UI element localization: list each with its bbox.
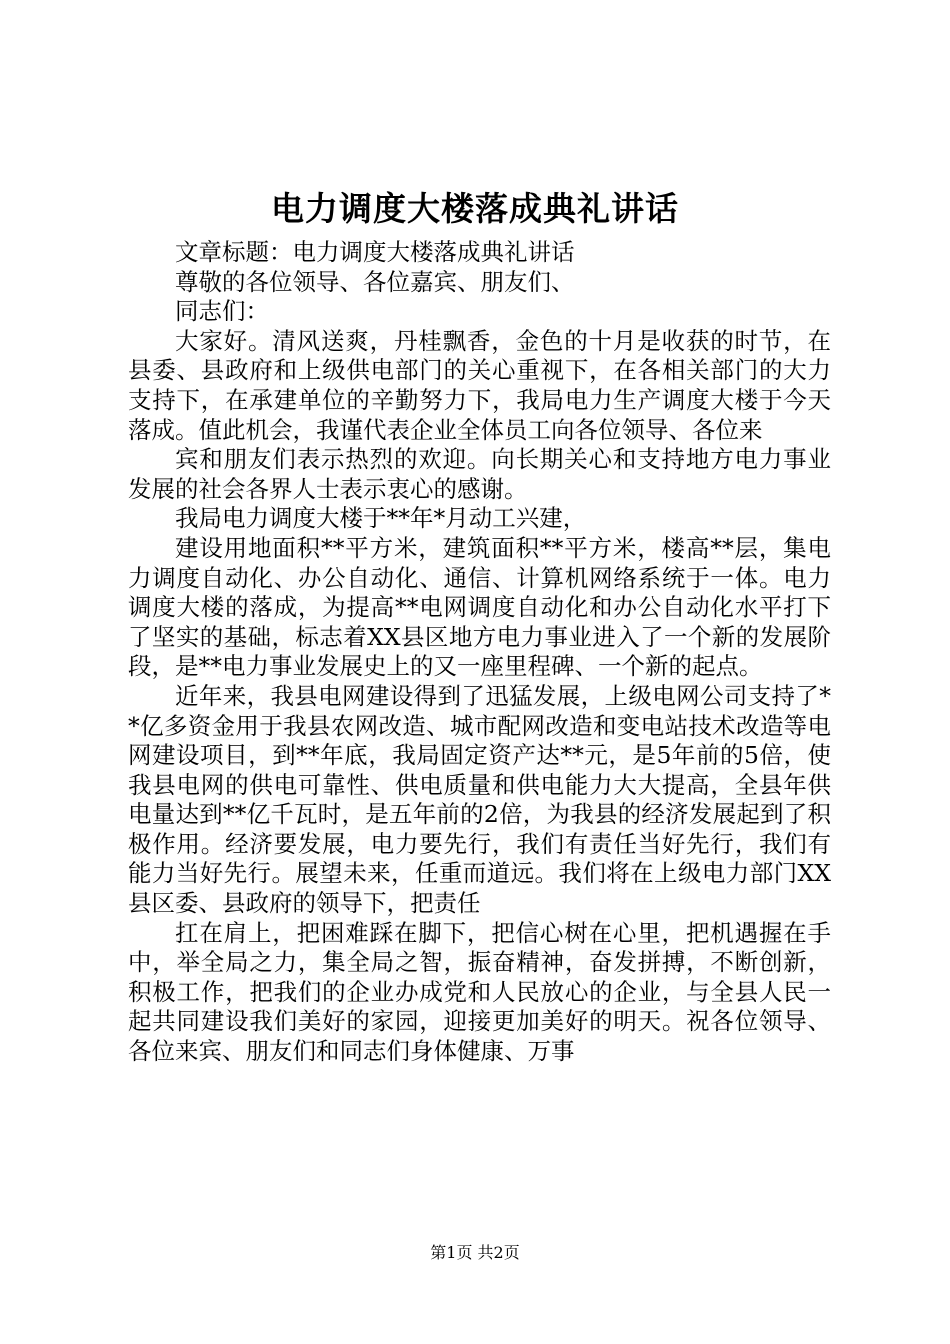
paragraph-salutation-comrades: 同志们：: [175, 297, 269, 326]
paragraph-greeting: 大家好。清风送爽，丹桂飘香，金色的十月是收获的时节，在县委、县政府和上级供电部门的关心重视下，在各相关部门的大力支持下，在承建单位的辛勤努力下，我局电力生产调度大楼于今天落成。值此机会，我谨代表企业全体员工向各位领导、各位来: [128, 326, 831, 444]
paragraph-grid-development: 近年来，我县电网建设得到了迅猛发展，上级电网公司支持了**亿多资金用于我县农网改造、城市配网改造和变电站技术改造等电网建设项目，到**年底，我局固定资产达**元，是5年前的5倍，使我县电网的供电可靠性、供电质量和供电能力大大提高，全县年供电量达到**亿千瓦时，是五年前的2倍，为我县的经济发展起到了积极作用。经济要发展，电力要先行，我们有责任当好先行，我们有能力当好先行。展望未来，任重而道远。我们将在上级电力部门XX县区委、县政府的领导下，把责任: [128, 681, 831, 918]
document-body: [128, 238, 831, 1067]
page-number-label: 第1页 共2页: [430, 1243, 520, 1262]
paragraph-closing: 扛在肩上，把困难踩在脚下，把信心树在心里，把机遇握在手中，举全局之力，集全局之智，振奋精神，奋发拼搏，不断创新，积极工作，把我们的企业办成党和人民放心的企业，与全县人民一起共同建设我们美好的家园，迎接更加美好的明天。祝各位领导、各位来宾、朋友们和同志们身体健康、万事: [128, 918, 831, 1066]
document-title: 电力调度大楼落成典礼讲话: [271, 189, 679, 228]
paragraph-welcome: 宾和朋友们表示热烈的欢迎。向长期关心和支持地方电力事业发展的社会各界人士表示衷心的感谢。: [128, 445, 831, 503]
paragraph-article-title: 文章标题：电力调度大楼落成典礼讲话: [175, 238, 575, 266]
page-footer: [0, 1242, 950, 1264]
paragraph-construction-start: 我局电力调度大楼于**年*月动工兴建，: [175, 504, 587, 533]
paragraph-salutation: 尊敬的各位领导、各位嘉宾、朋友们、: [175, 267, 575, 296]
paragraph-building-facts: 建设用地面积**平方米，建筑面积**平方米，楼高**层，集电力调度自动化、办公自动化、通信、计算机网络系统于一体。电力调度大楼的落成，为提高**电网调度自动化和办公自动化水平打下了坚实的基础，标志着XX县区地方电力事业进入了一个新的发展阶段，是**电力事业发展史上的又一座里程碑、一个新的起点。: [128, 533, 831, 681]
